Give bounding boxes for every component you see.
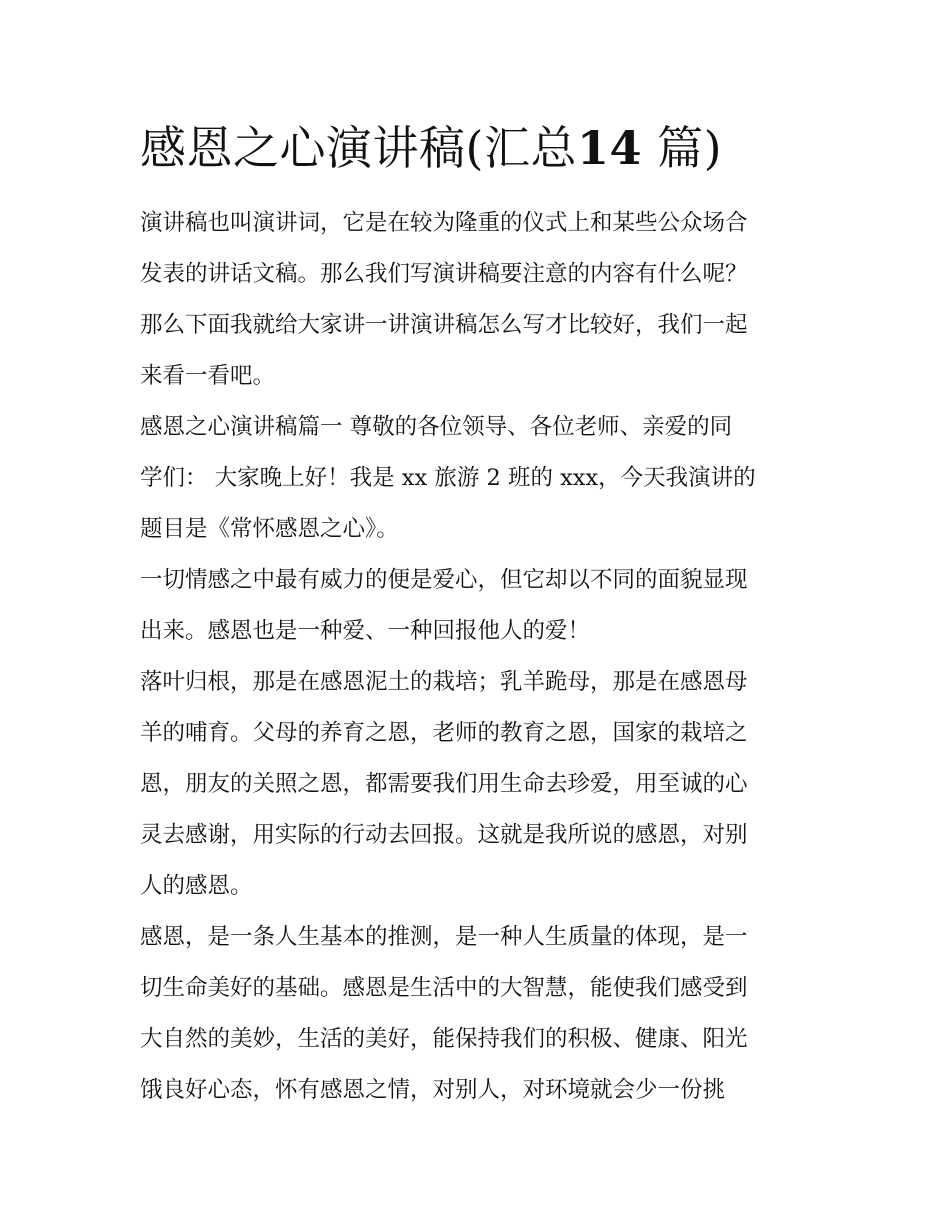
text-line: 出来。感恩也是一种爱、一种回报他人的爱！ (140, 618, 591, 644)
text-line: 学们： 大家晚上好！我是 xx 旅游 2 班的 xxx，今天我演讲的 (140, 465, 756, 491)
document-title (140, 118, 860, 178)
title-suffix: 篇) (657, 121, 723, 175)
text-line: 饿良好心态，怀有感恩之情，对别人，对环境就会少一份挑 (140, 1077, 726, 1103)
text-line: 来看一看吧。 (140, 363, 276, 389)
text-line: 恩，朋友的关照之恩，都需要我们用生命去珍爱，用至诚的心 (140, 771, 748, 797)
text-line: 感恩之心演讲稿篇一 尊敬的各位领导、各位老师、亲爱的同 (140, 414, 733, 440)
text-line: 感恩，是一条人生基本的推测，是一种人生质量的体现，是一 (140, 924, 748, 950)
text-line: 大自然的美妙，生活的美好，能保持我们的积极、健康、阳光 (140, 1026, 748, 1052)
title-prefix: 感恩之心演讲稿(汇总 (140, 121, 577, 175)
text-line: 羊的哺育。父母的养育之恩，老师的教育之恩，国家的栽培之 (140, 720, 748, 746)
text-line: 那么下面我就给大家讲一讲演讲稿怎么写才比较好，我们一起 (140, 312, 748, 338)
text-line: 人的感恩。 (140, 873, 253, 899)
text-line: 演讲稿也叫演讲词，它是在较为隆重的仪式上和某些公众场合 (140, 210, 748, 236)
title-number: 14 (576, 121, 642, 175)
text-line: 一切情感之中最有威力的便是爱心，但它却以不同的面貌显现 (140, 567, 748, 593)
text-line: 落叶归根，那是在感恩泥土的栽培；乳羊跪母，那是在感恩母 (140, 669, 748, 695)
document-body (140, 198, 812, 1116)
text-line: 灵去感谢，用实际的行动去回报。这就是我所说的感恩，对别 (140, 822, 748, 848)
text-line: 题目是《常怀感恩之心》。 (140, 516, 399, 542)
text-line: 切生命美好的基础。感恩是生活中的大智慧，能使我们感受到 (140, 975, 748, 1001)
text-line: 发表的讲话文稿。那么我们写演讲稿要注意的内容有什么呢？ (140, 261, 748, 287)
